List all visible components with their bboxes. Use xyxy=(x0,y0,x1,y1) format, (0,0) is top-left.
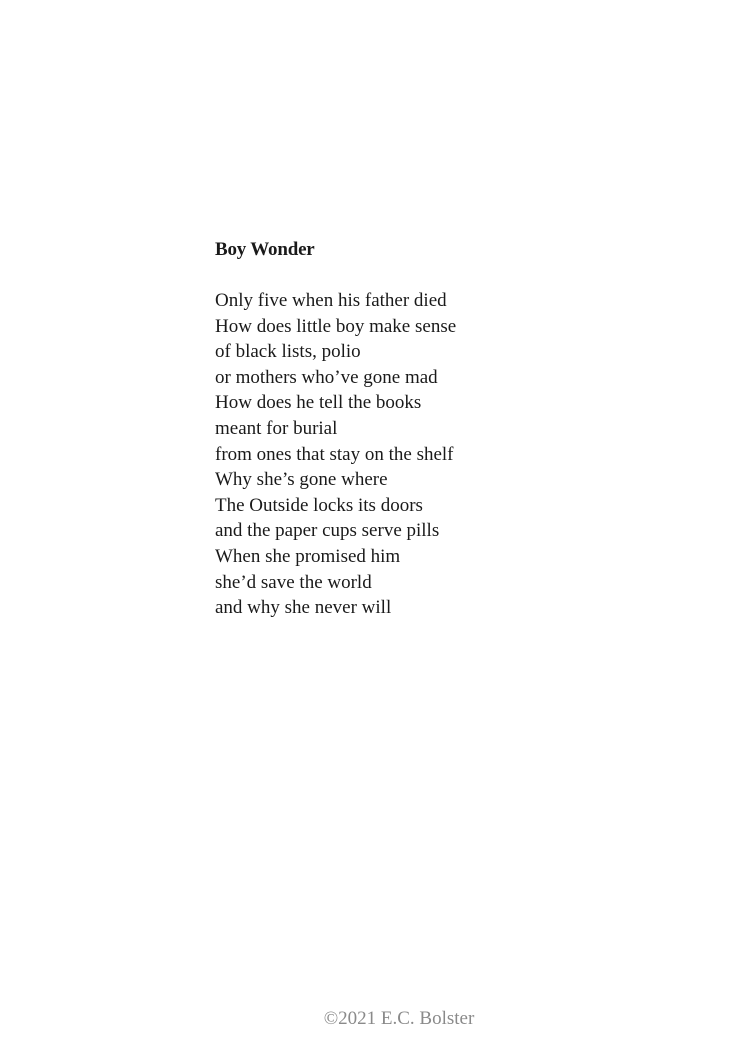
poem-line: of black lists, polio xyxy=(215,341,361,363)
poem-line: The Outside locks its doors xyxy=(215,494,423,516)
poem-line: How does he tell the books xyxy=(215,392,422,414)
poem-line: from ones that stay on the shelf xyxy=(215,443,454,465)
poem xyxy=(215,237,635,621)
poem-line: How does little boy make sense xyxy=(215,315,457,337)
poem-line: meant for burial xyxy=(215,417,338,439)
poem-line: When she promised him xyxy=(215,545,401,567)
poem-title: Boy Wonder xyxy=(215,239,315,260)
poem-body xyxy=(215,288,635,621)
poem-line: and the paper cups serve pills xyxy=(215,520,440,542)
poem-line: she’d save the world xyxy=(215,571,372,593)
poem-line: Only five when his father died xyxy=(215,290,447,311)
copyright-notice: ©2021 E.C. Bolster xyxy=(323,1008,475,1029)
poem-line: or mothers who’ve gone mad xyxy=(215,366,438,388)
poem-line: and why she never will xyxy=(215,597,392,619)
poem-line: Why she’s gone where xyxy=(215,469,388,491)
